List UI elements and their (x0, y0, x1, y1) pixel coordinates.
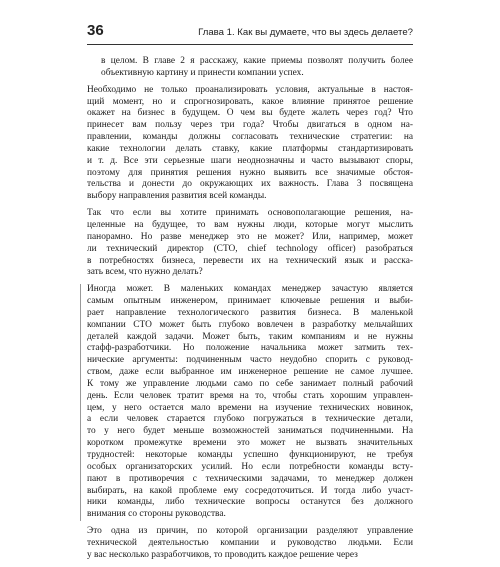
text-line: коротком промежутке времени это может не вызвать значительных (87, 438, 413, 449)
text-line: трудностей: некоторые команды успешно функционируют, не требуя (87, 450, 413, 460)
text-line: технической деятельностью компании и руководство людьми. Если (87, 537, 413, 548)
text-line: то у него будет меньше возможностей заниматься подчиненными. На (87, 426, 413, 437)
text-line: особых организаторских усилий. Но если потребности команды всту- (87, 461, 413, 472)
text-line: в целом. В главе 2 я расскажу, какие приемы позволят получить более (101, 56, 413, 66)
text-line: ли технический директор (CTO, chief technology officer) разобраться (87, 243, 413, 254)
text-line: у вас несколько разработчиков, то проводить каждое решение через (87, 549, 358, 560)
text-line: ством, даже если выбранное им инженерное решение не самое лучшее. (87, 367, 413, 378)
paragraph (80, 284, 413, 521)
text-line: день. Если человек тратит время на то, чтобы стать хорошим управлен- (87, 390, 413, 401)
running-title: Глава 1. Как вы думаете, что вы здесь делаете? (198, 27, 413, 38)
text-line: ники команды, либо технические вопросы останутся без должного (87, 497, 413, 508)
text-line: зать всем, что нужно делать? (87, 267, 203, 278)
text-line: Иногда может. В маленьких командах менеджер зачастую является (87, 284, 413, 295)
text-line: пают в противоречия с техническими задачами, то менеджер должен (87, 473, 413, 484)
text-line: внимания со стороны руководства. (87, 509, 226, 520)
paragraph (87, 526, 413, 562)
page-number: 36 (87, 22, 104, 39)
text-line: К тому же управление людьми само по себе занимает полный рабочий (87, 378, 413, 389)
text-line: а если человек старается глубоко погружаться в технические детали, (87, 414, 413, 425)
text-line: цем, у него остается мало времени на изучение технических новинок, (87, 402, 413, 413)
text-line: выбирать, на какой проблеме ему сосредоточиться. И тогда либо участ- (87, 485, 413, 496)
text-line: поэтому для принятия решения нужно выявить все значимые обстоя- (87, 167, 413, 178)
text-line: панорамно. Но разве менеджер это не может? Или, например, может (87, 231, 413, 242)
text-line: правлении, команды должны согласовать технические стратегии: на (87, 132, 413, 143)
paragraph (87, 56, 413, 80)
page-header (87, 22, 413, 45)
text-line: выбору направления развития всей команды. (87, 191, 267, 202)
text-line: Необходимо не только проанализировать условия, актуальные в настоя- (87, 84, 413, 95)
text-line: принесет вам пользу через три года? Чтобы двигаться в одном на- (87, 120, 413, 131)
text-line: объективную картину и принести компании успех. (101, 67, 304, 78)
text-line: нические аргументы: подчиненным часто неудобно спорить с руковод- (87, 355, 413, 366)
text-line: тельства и донести до окружающих их важность. Глава 3 посвящена (87, 179, 413, 190)
paragraph (87, 85, 413, 203)
text-line: щий момент, но и спрогнозировать, какое влияние принятое решение (87, 96, 413, 107)
text-line: в потребностях бизнеса, перевести их на технический язык и расска- (87, 255, 413, 266)
body-text (87, 56, 413, 567)
text-line: самым опытным инженером, принимает ключевые решения и выби- (87, 296, 413, 307)
text-line: стафф-разработчики. Но положение начальника может затмить тех- (87, 343, 413, 354)
paragraph (87, 208, 413, 279)
text-line: деталей каждой задачи. Может быть, таким компаниям и не нужны (87, 331, 413, 342)
text-line: какие технологии делать ставку, какие платформы стандартизировать (87, 143, 413, 154)
text-line: рает направление технологического развития бизнеса. В маленькой (87, 307, 413, 318)
text-line: целенные на будущее, то вам нужны люди, которые могут мыслить (87, 219, 413, 230)
text-line: и т. д. Все эти серьезные шаги неоднозначны и часто вызывают споры, (87, 155, 413, 166)
text-line: компании CTO может быть глубоко вовлечен в разработку мельчайших (87, 319, 413, 330)
text-line: окажет на бизнес в будущем. О чем вы будете жалеть через год? Что (87, 108, 413, 119)
text-line: Так что если вы хотите принимать основополагающие решения, на- (87, 208, 413, 219)
text-line: Это одна из причин, по которой организации разделяют управление (87, 526, 413, 537)
